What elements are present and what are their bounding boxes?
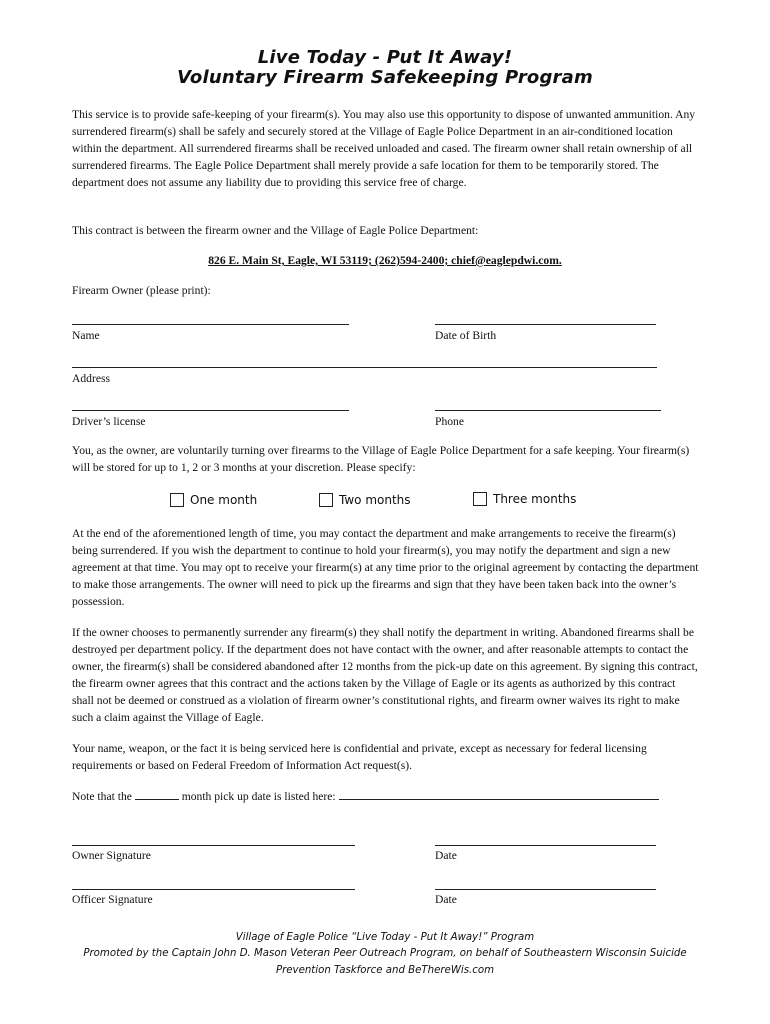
officer-date-label: Date <box>435 893 457 906</box>
note-before: Note that the <box>72 790 132 803</box>
intro-paragraph: This service is to provide safe-keeping of your firearm(s). You may also use this opportunity to dispose of unwanted ammunition. Any surrendered firearm(s) shall be safely and securely stored at the Village of Eagle Police Department in an air-conditioned location within the department. All surrendered firearms shall be received unloaded and cased. The firearm owner shall retain ownership of all surrendered firearms. The Eagle Police Department shall merely provide a safe location for them to be temporarily stored. The department does not assume any liability due to providing this service free of charge. <box>72 108 696 189</box>
address-field-line[interactable] <box>72 367 657 368</box>
name-field-line[interactable] <box>72 324 349 325</box>
footer-line-2: Promoted by the Captain John D. Mason Veteran Peer Outreach Program, on behalf of Southeastern Wisconsin Suicide <box>83 948 687 959</box>
owner-date-line[interactable] <box>435 845 656 846</box>
end-of-term-paragraph: At the end of the aforementioned length of time, you may contact the department and make arrangements to receive the firearm(s) being surrendered. If you wish the department to continue to hold your firearm(s), you may notify the department and sign a new agreement at that time. You may opt to receive your firearm(s) at any time prior to the original agreement by contacting the department to make those arrangements. The owner will need to pick up the firearms and sign that they have been taken back into the owner’s possession. <box>72 527 699 608</box>
one-month-checkbox[interactable] <box>170 493 184 507</box>
footer-line-1: Village of Eagle Police “Live Today - Put It Away!” Program <box>235 932 535 943</box>
pickup-note <box>72 788 659 805</box>
two-months-checkbox[interactable] <box>319 493 333 507</box>
address-line: 826 E. Main St, Eagle, WI 53119; (262)594-2400; chief@eaglepdwi.com. <box>208 254 562 267</box>
title-line-1: Live Today - Put It Away! <box>257 47 513 68</box>
option-one-month[interactable] <box>170 490 257 510</box>
confidentiality-paragraph: Your name, weapon, or the fact it is being serviced here is confidential and private, except as necessary for federal licensing requirements or based on Federal Freedom of Information Act request(s). <box>72 742 647 772</box>
contract-line: This contract is between the firearm owner and the Village of Eagle Police Department: <box>72 224 479 237</box>
owner-heading: Firearm Owner (please print): <box>72 284 211 297</box>
duration-paragraph: You, as the owner, are voluntarily turning over firearms to the Village of Eagle Police Department for a safe keeping. Your firearm(s) will be stored for up to 1, 2 or 3 months at your discretion. Please specify: <box>72 444 690 474</box>
month-count-blank[interactable] <box>135 788 179 800</box>
address-label: Address <box>72 372 110 385</box>
dob-label: Date of Birth <box>435 329 497 342</box>
note-middle: month pick up date is listed here: <box>181 790 336 803</box>
officer-date-line[interactable] <box>435 889 656 890</box>
phone-label: Phone <box>435 415 464 428</box>
dob-field-line[interactable] <box>435 324 656 325</box>
footer-line-3: Prevention Taskforce and BeThereWis.com <box>275 965 495 976</box>
officer-signature-line[interactable] <box>72 889 355 890</box>
phone-field-line[interactable] <box>435 410 661 411</box>
owner-date-label: Date <box>435 849 457 862</box>
surrender-paragraph: If the owner chooses to permanently surrender any firearm(s) they shall notify the department in writing. Abandoned firearms shall be destroyed per department policy. If the department does not have contact with the owner, and after reasonable attempts to contact the owner, the firearm(s) shall be considered abandoned after 12 months from the pick-up date on this agreement. By signing this contract, the firearm owner agrees that this contract and the actions taken by the Village of Eagle or its agents as authorized by this contract shall not be deemed or construed as a violation of firearm owner’s constitutional rights, and firearm owner waives its right to make such a claim against the Village of Eagle. <box>72 626 698 724</box>
two-months-label: Two months <box>339 493 411 507</box>
pickup-date-blank[interactable] <box>339 788 659 800</box>
three-months-checkbox[interactable] <box>473 492 487 506</box>
option-two-months[interactable] <box>319 490 411 510</box>
license-label: Driver’s license <box>72 415 146 428</box>
one-month-label: One month <box>190 493 258 507</box>
owner-signature-label: Owner Signature <box>72 849 151 862</box>
option-three-months[interactable] <box>473 489 576 509</box>
officer-signature-label: Officer Signature <box>72 893 153 906</box>
name-label: Name <box>72 329 100 342</box>
three-months-label: Three months <box>493 492 577 506</box>
license-field-line[interactable] <box>72 410 349 411</box>
title-line-2: Voluntary Firearm Safekeeping Program <box>177 67 593 88</box>
owner-signature-line[interactable] <box>72 845 355 846</box>
